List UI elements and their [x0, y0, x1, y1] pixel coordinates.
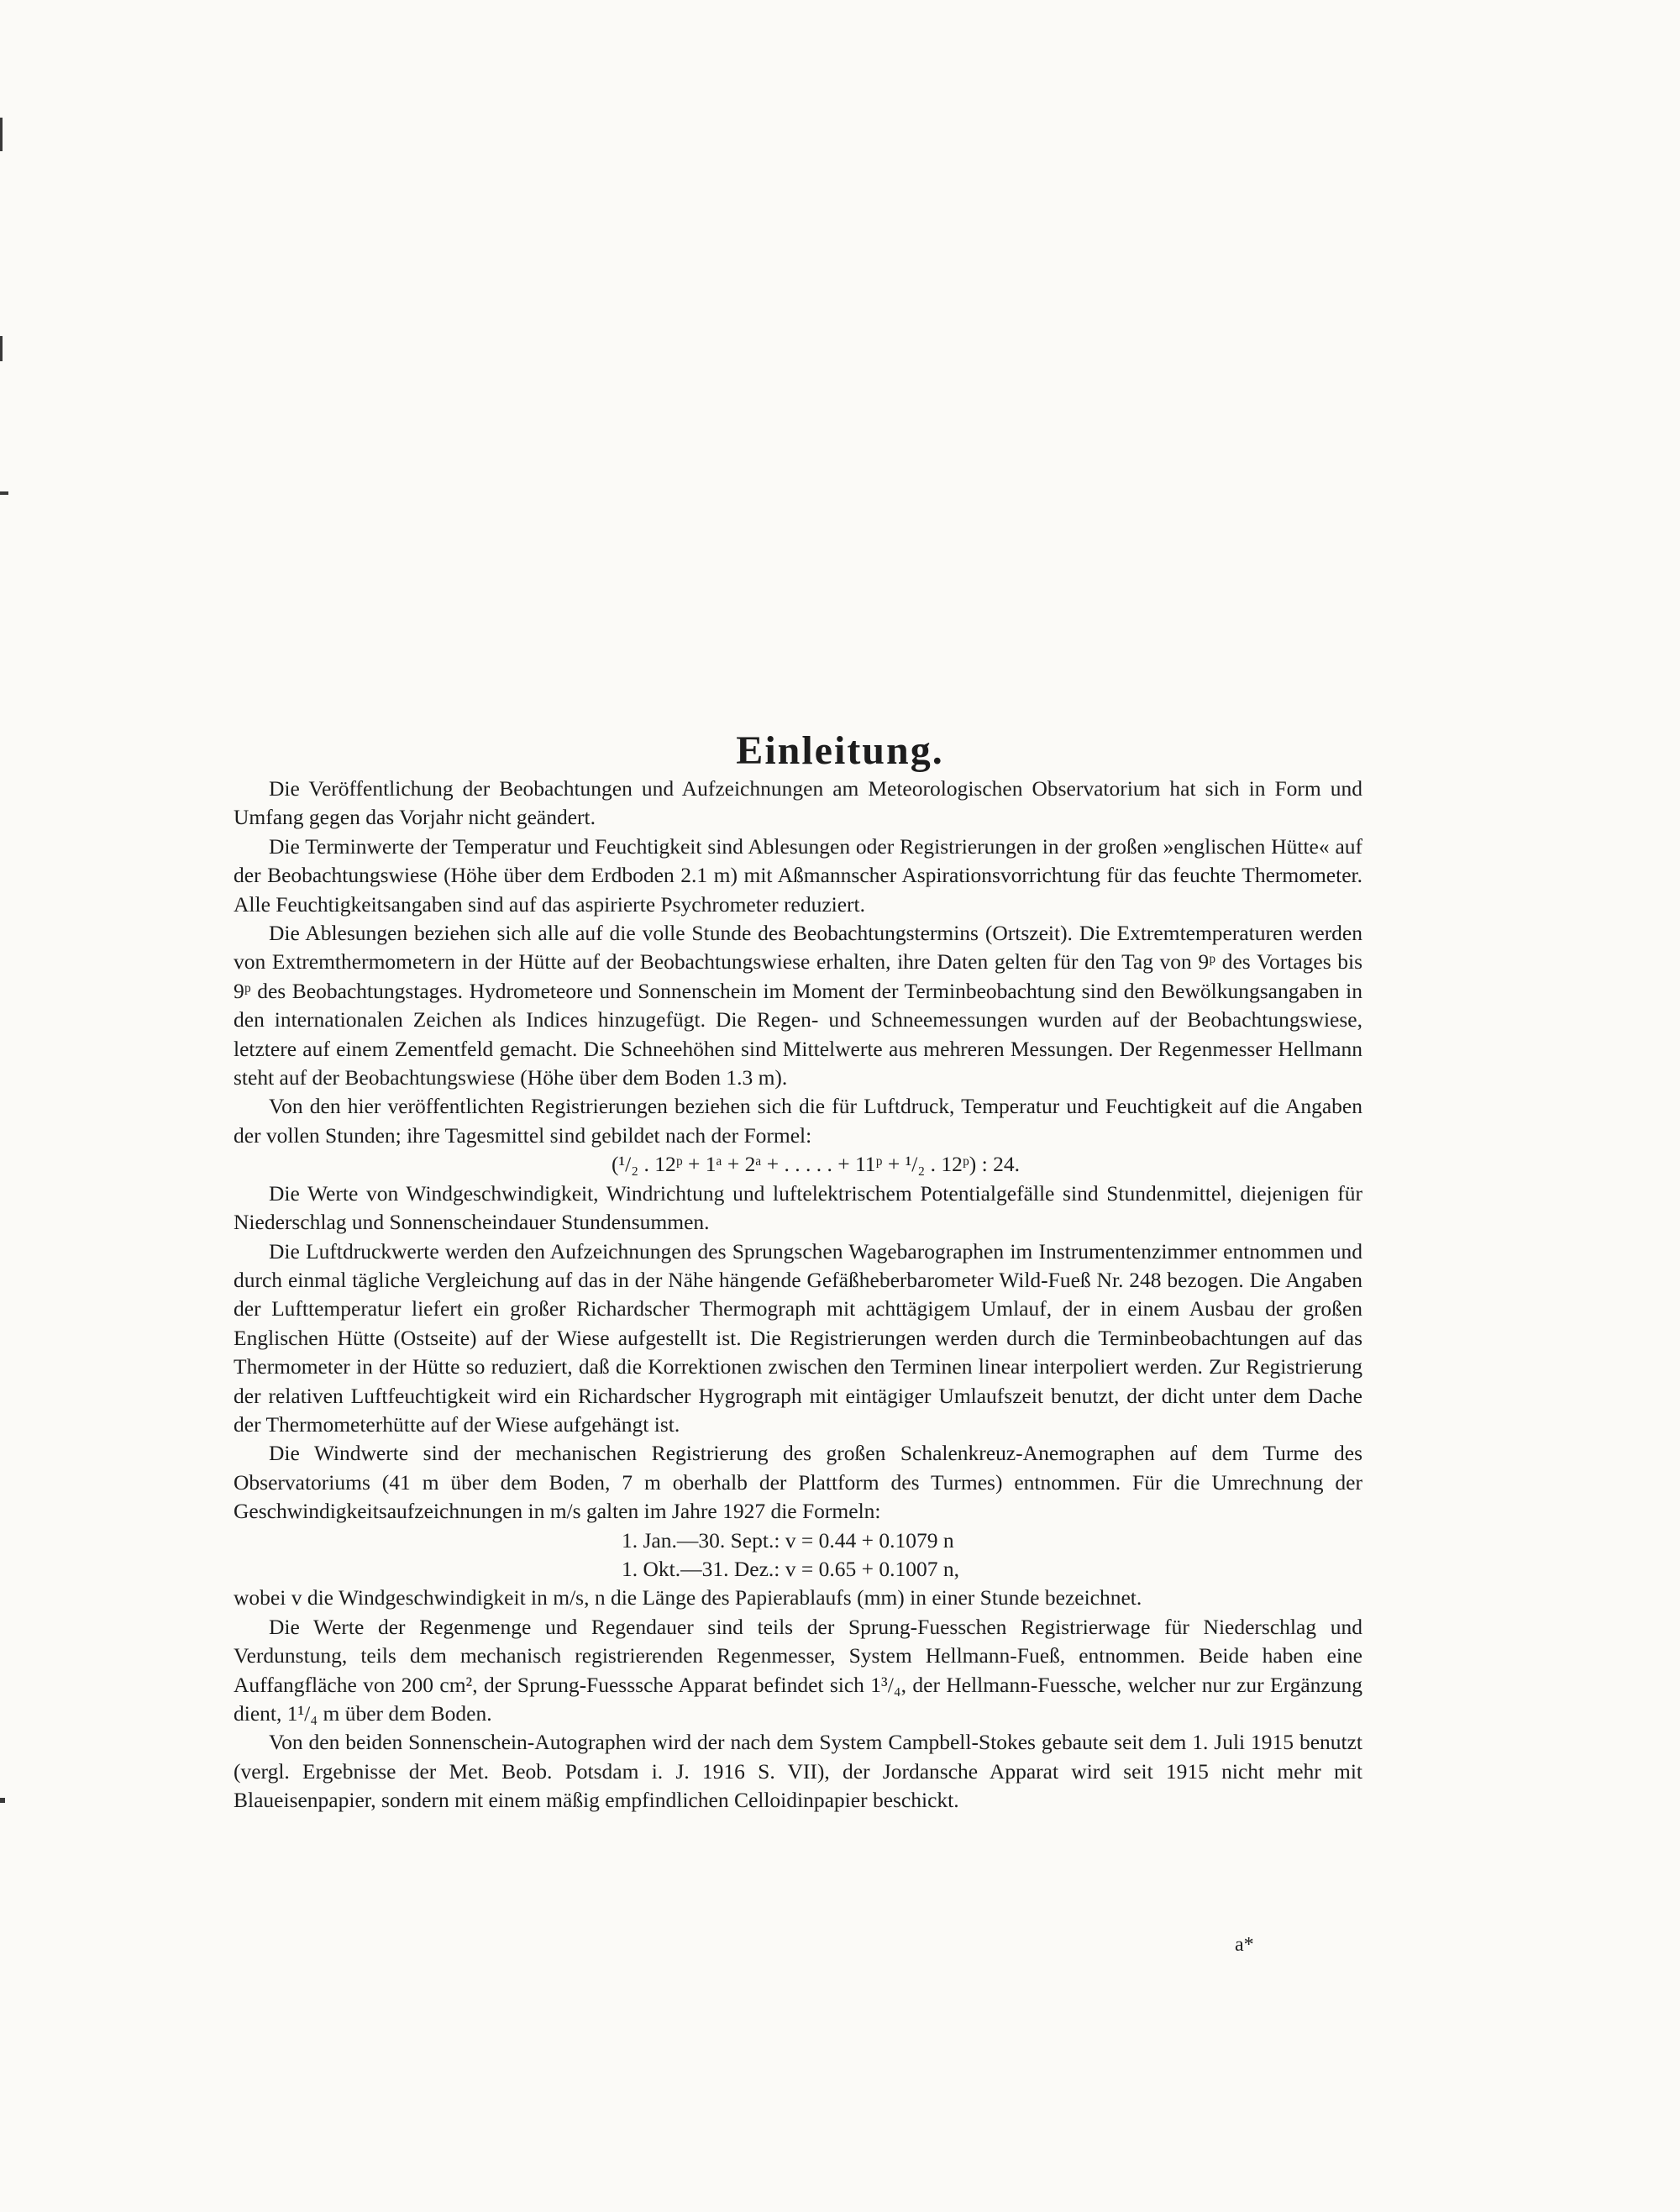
- paragraph: Die Veröffentlichung der Beobachtungen und Aufzeichnungen am Meteorologischen Observatorium hat sich in Form und Umfang gegen das Vorjahr nicht geändert.: [234, 776, 1362, 830]
- formula: (¹/₂ . 12ᵖ + 1ᵃ + 2ᵃ + . . . . . + 11ᵖ + ¹/₂ . 12ᵖ) : 24.: [611, 1152, 1020, 1177]
- scan-edge-mark: [0, 118, 3, 151]
- paragraph: Von den hier veröffentlichten Registrierungen beziehen sich die für Luftdruck, Temperatur und Feuchtigkeit auf die Angaben der vollen Stunden; ihre Tagesmittel sind gebildet nach der Formel:: [234, 1094, 1362, 1148]
- paragraph: Die Windwerte sind der mechanischen Registrierung des großen Schalenkreuz-Anemographen auf dem Turme des Observatoriums (41 m über dem Boden, 7 m oberhalb der Plattform des Turmes) entnommen. Für die Umrechnung der Geschwindigkeitsaufzeichnungen in m/s galten im Jahre 1927 die Formeln:: [234, 1441, 1362, 1524]
- paragraph: Die Terminwerte der Temperatur und Feuchtigkeit sind Ablesungen oder Registrierungen in der großen »englischen Hütte« auf der Beobachtungswiese (Höhe über dem Erdboden 2.1 m) mit Aßmannscher Aspirationsvorrichtung für das feuchte Thermometer. Alle Feuchtigkeitsangaben sind auf das aspirierte Psychrometer reduziert.: [234, 833, 1362, 917]
- scan-edge-mark: [0, 491, 8, 495]
- body-text: [234, 775, 1362, 1815]
- formula-line: 1. Jan.—30. Sept.: v = 0.44 + 0.1079 n: [622, 1527, 954, 1553]
- scan-edge-mark: [0, 1798, 5, 1803]
- paragraph: Von den beiden Sonnenschein-Autographen wird der nach dem System Campbell-Stokes gebaute seit dem 1. Juli 1915 benutzt (vergl. Ergebnisse der Met. Beob. Potsdam i. J. 1916 S. VII), der Jordansche Apparat wird seit 1915 nicht mehr mit Blaueisenpapier, sondern mit einem mäßig empfindlichen Celloidinpapier beschickt.: [234, 1730, 1362, 1813]
- scan-edge-mark: [0, 336, 3, 361]
- page-title: Einleitung.: [736, 728, 944, 774]
- paragraph: Die Luftdruckwerte werden den Aufzeichnungen des Sprungschen Wagebarographen im Instrumentenzimmer entnommen und durch einmal tägliche Vergleichung auf das in der Nähe hängende Gefäßheberbarometer Wild-Fueß Nr. 248 bezogen. Die Angaben der Lufttemperatur liefert ein großer Richardscher Thermograph mit achttägigem Umlauf, der in einem Ausbau der großen Englischen Hütte (Ostseite) auf der Wiese aufgestellt ist. Die Registrierungen werden durch die Terminbeobachtungen auf das Thermometer in der Hütte so reduziert, daß die Korrektionen zwischen den Terminen linear interpoliert werden. Zur Registrierung der relativen Luftfeuchtigkeit wird ein Richardscher Hygrograph mit eintägiger Umlaufszeit benutzt, der dicht unter dem Dache der Thermometerhütte auf der Wiese aufgehängt ist.: [234, 1238, 1362, 1437]
- paragraph: Die Werte der Regenmenge und Regendauer sind teils der Sprung-Fuesschen Registrierwage für Niederschlag und Verdunstung, teils dem mechanisch registrierenden Regenmesser, System Hellmann-Fueß, entnommen. Beide haben eine Auffangfläche von 200 cm², der Sprung-Fuesssche Apparat befindet sich 1³/₄, der Hellmann-Fuessche, welcher nur zur Ergänzung dient, 1¹/₄ m über dem Boden.: [234, 1614, 1362, 1726]
- signature-mark: a*: [1235, 1934, 1254, 1956]
- paragraph: Die Werte von Windgeschwindigkeit, Windrichtung und luftelektrischem Potentialgefälle sind Stundenmittel, diejenigen für Niederschlag und Sonnenscheindauer Stundensummen.: [234, 1180, 1362, 1235]
- formula-line: 1. Okt.—31. Dez.: v = 0.65 + 0.1007 n,: [622, 1556, 960, 1581]
- paragraph: Die Ablesungen beziehen sich alle auf die volle Stunde des Beobachtungstermins (Ortszeit). Die Extremtemperaturen werden von Extremthermometern in der Hütte auf der Beobachtungswiese erhalten, ihre Daten gelten für den Tag von 9ᵖ des Vortages bis 9ᵖ des Beobachtungstages. Hydrometeore und Sonnenschein im Moment der Terminbeobachtung sind den Bewölkungsangaben in den internationalen Zeichen als Indices hinzugefügt. Die Regen- und Schneemessungen wurden auf der Beobachtungswiese, letztere auf einem Zementfeld gemacht. Die Schneehöhen sind Mittelwerte aus mehreren Messungen. Der Regenmesser Hellmann steht auf der Beobachtungswiese (Höhe über dem Boden 1.3 m).: [234, 921, 1362, 1090]
- paragraph: wobei v die Windgeschwindigkeit in m/s, n die Länge des Papierablaufs (mm) in einer Stunde bezeichnet.: [234, 1585, 1142, 1610]
